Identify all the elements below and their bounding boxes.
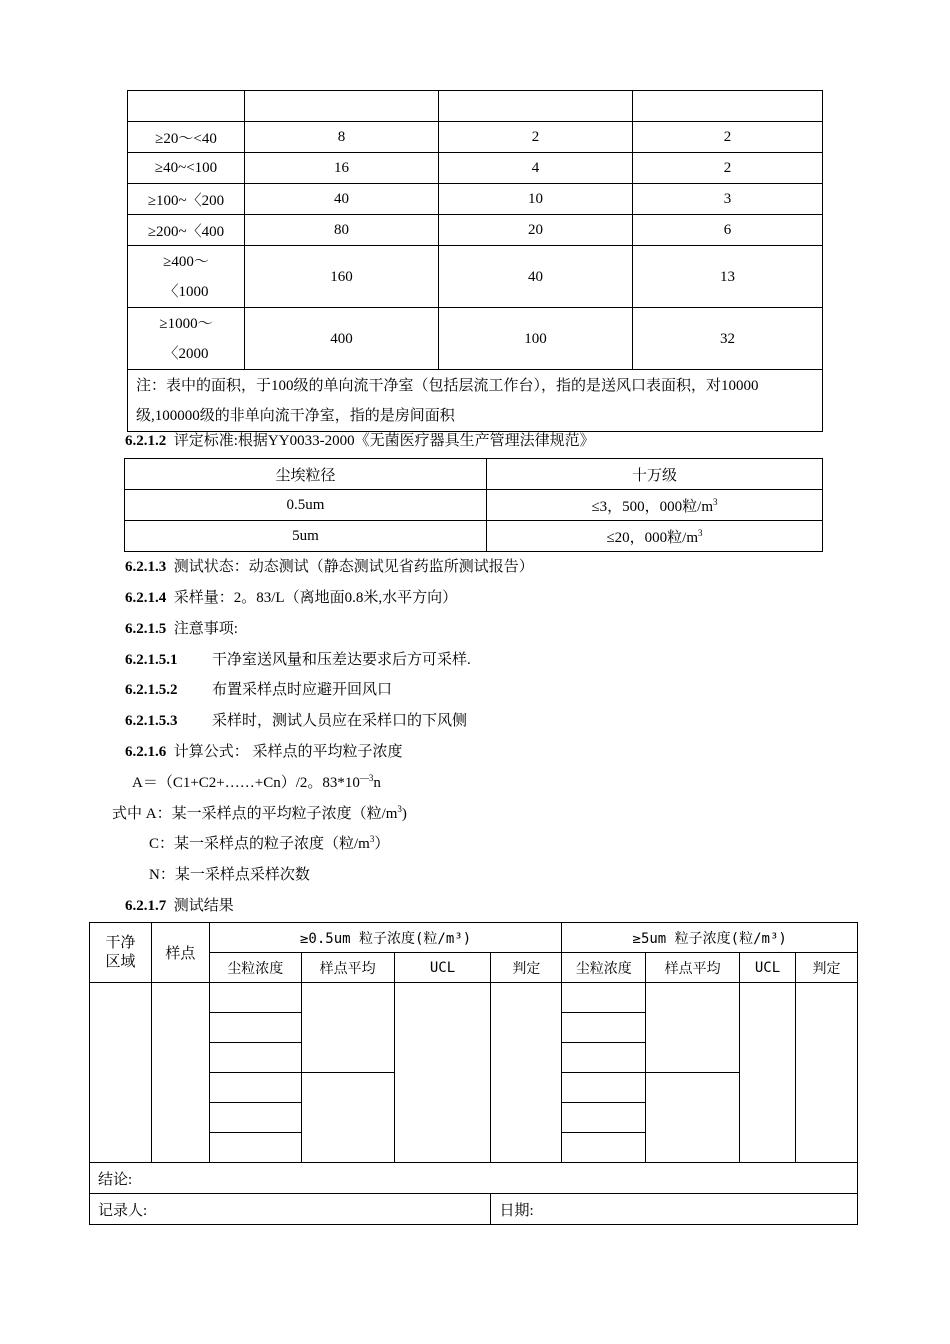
section-6-2-1-5-2: [125, 678, 392, 699]
dust-conc-cell[interactable]: [209, 1073, 301, 1103]
subheader: 判定: [491, 953, 562, 983]
section-number: 6.2.1.5.1: [125, 652, 178, 668]
dust-conc-cell[interactable]: [209, 983, 301, 1013]
table-cell: 6: [633, 215, 823, 246]
table-cell: 2: [633, 122, 823, 153]
definition-text: N：某一采样点采样次数: [149, 867, 310, 883]
subheader: UCL: [394, 953, 491, 983]
verdict-cell[interactable]: [796, 983, 858, 1163]
header-line: 区域: [105, 953, 136, 970]
table-cell: 16: [245, 153, 439, 184]
header-line: 干净: [105, 934, 136, 951]
section-number: 6.2.1.6: [125, 744, 167, 760]
section-text: 布置采样点时应避开回风口: [212, 682, 393, 698]
unit-exponent: 3: [397, 804, 402, 814]
table-row: [90, 983, 858, 1013]
table-cell: 40: [245, 184, 439, 215]
table-row: [128, 122, 823, 153]
table-cell: 80: [245, 215, 439, 246]
dust-conc-cell[interactable]: [562, 983, 646, 1013]
subheader: 尘粒浓度: [562, 953, 646, 983]
area-sampling-table: [127, 90, 823, 432]
table-header: 十万级: [487, 459, 823, 490]
table-row: [125, 521, 823, 552]
section-number: 6.2.1.5: [125, 621, 167, 637]
section-6-2-1-7: [125, 894, 234, 915]
definition-close: ): [401, 806, 407, 822]
table-row: [90, 1194, 858, 1225]
section-text: 注意事项:: [173, 621, 238, 637]
subheader: 样点平均: [301, 953, 394, 983]
section-number: 6.2.1.5.3: [125, 713, 178, 729]
definition-n: [149, 863, 310, 884]
cell-line: 〈2000: [163, 345, 209, 362]
table-cell: [128, 308, 245, 370]
table-cell: 160: [245, 246, 439, 308]
table-row: [128, 153, 823, 184]
dust-conc-cell[interactable]: [562, 1133, 646, 1163]
avg-cell[interactable]: [301, 983, 394, 1073]
unit-exponent: 3: [369, 834, 375, 844]
ucl-cell[interactable]: [740, 983, 796, 1163]
avg-cell[interactable]: [646, 1073, 740, 1163]
table-header: 尘埃粒径: [125, 459, 487, 490]
definition-c: [149, 832, 389, 853]
table-cell: 2: [633, 153, 823, 184]
table-cell: 32: [633, 308, 823, 370]
table-cell: [439, 91, 633, 122]
table-row: [128, 215, 823, 246]
table-cell: [128, 246, 245, 308]
section-6-2-1-5-1: [125, 648, 471, 669]
section-number: 6.2.1.2: [125, 433, 167, 449]
section-text: 计算公式： 采样点的平均粒子浓度: [173, 744, 403, 760]
cell-line: ≥400～: [163, 253, 209, 270]
subheader: UCL: [740, 953, 796, 983]
table-cell: [487, 521, 823, 552]
section-text: 评定标准:根据YY0033-2000《无菌医疗器具生产管理法律规范》: [173, 433, 595, 449]
header-area: [90, 923, 152, 983]
section-6-2-1-5: [125, 617, 238, 638]
table-row: [128, 246, 823, 308]
section-6-2-1-2: [125, 429, 595, 450]
verdict-cell[interactable]: [491, 983, 562, 1163]
section-number: 6.2.1.5.2: [125, 682, 178, 698]
header-group-5um: ≥5um 粒子浓度(粒/m³): [562, 923, 858, 953]
definition-text: C：某一采样点的粒子浓度（粒/m: [149, 836, 370, 852]
header-group-0-5um: ≥0.5um 粒子浓度(粒/m³): [209, 923, 561, 953]
limit-text: ≤3，500，000粒/m: [591, 498, 714, 515]
conclusion-field[interactable]: 结论:: [90, 1163, 858, 1194]
subheader: 判定: [796, 953, 858, 983]
definition-text: 式中 A：某一采样点的平均粒子浓度（粒/m: [112, 806, 398, 822]
table-row: [90, 923, 858, 953]
section-text: 测试状态：动态测试（静态测试见省药监所测试报告）: [173, 559, 534, 575]
section-6-2-1-4: [125, 586, 457, 607]
cell-line: ≥1000～: [159, 315, 213, 332]
table-row: [125, 459, 823, 490]
section-number: 6.2.1.3: [125, 559, 167, 575]
table-cell: [128, 91, 245, 122]
table-cell: 2: [439, 122, 633, 153]
standard-table: [124, 458, 823, 552]
table-cell: 3: [633, 184, 823, 215]
section-text: 干净室送风量和压差达要求后方可采样.: [212, 652, 471, 668]
section-number: 6.2.1.4: [125, 590, 167, 606]
section-text: 测试结果: [173, 898, 234, 914]
section-6-2-1-5-3: [125, 709, 467, 730]
section-number: 6.2.1.7: [125, 898, 167, 914]
formula-main: A＝（C1+C2+……+Cn）/2。83*10: [132, 775, 360, 791]
point-cell[interactable]: [151, 983, 209, 1163]
dust-conc-cell[interactable]: [209, 1133, 301, 1163]
table-cell: 8: [245, 122, 439, 153]
table-cell: 5um: [125, 521, 487, 552]
dust-conc-cell[interactable]: [209, 1043, 301, 1073]
subheader: 尘粒浓度: [209, 953, 301, 983]
definition-a: [112, 802, 407, 823]
table-cell: 40: [439, 246, 633, 308]
dust-conc-cell[interactable]: [562, 1073, 646, 1103]
header-point: 样点: [151, 923, 209, 983]
table-cell: 400: [245, 308, 439, 370]
cell-line: 〈1000: [163, 283, 209, 300]
unit-exponent: 3: [698, 527, 703, 538]
section-text: 采样时，测试人员应在采样口的下风侧: [212, 713, 468, 729]
unit-exponent: 3: [713, 496, 718, 507]
section-6-2-1-3: [125, 555, 534, 576]
ucl-cell[interactable]: [394, 983, 491, 1163]
formula-exponent: —3: [359, 773, 374, 783]
table-cell: [245, 91, 439, 122]
table-cell: 100: [439, 308, 633, 370]
dust-conc-cell[interactable]: [562, 1043, 646, 1073]
dust-conc-cell[interactable]: [562, 1103, 646, 1133]
limit-text: ≤20，000粒/m: [606, 529, 699, 546]
table-cell: ≥100~〈200: [128, 184, 245, 215]
dust-conc-cell[interactable]: [209, 1013, 301, 1043]
recorder-field[interactable]: 记录人:: [90, 1194, 491, 1225]
table-row: [125, 490, 823, 521]
table-row: [128, 184, 823, 215]
table-cell: 20: [439, 215, 633, 246]
avg-cell[interactable]: [646, 983, 740, 1073]
formula-tail: n: [373, 775, 381, 791]
dust-conc-cell[interactable]: [562, 1013, 646, 1043]
avg-cell[interactable]: [301, 1073, 394, 1163]
table-cell: 0.5um: [125, 490, 487, 521]
table-row: [128, 370, 823, 432]
table-row: [128, 308, 823, 370]
table-cell: ≥20～<40: [128, 122, 245, 153]
section-6-2-1-6: [125, 740, 403, 761]
table-row: [128, 91, 823, 122]
table-cell: 13: [633, 246, 823, 308]
date-field[interactable]: 日期:: [491, 1194, 858, 1225]
formula: [132, 771, 381, 792]
subheader: 样点平均: [646, 953, 740, 983]
table-row: [90, 1163, 858, 1194]
table-cell: ≥40~<100: [128, 153, 245, 184]
area-cell[interactable]: [90, 983, 152, 1163]
definition-close: ）: [374, 836, 390, 852]
table-cell: 4: [439, 153, 633, 184]
table-cell: [633, 91, 823, 122]
dust-conc-cell[interactable]: [209, 1103, 301, 1133]
table-cell: [487, 490, 823, 521]
section-text: 采样量：2。83/L（离地面0.8米,水平方向）: [173, 590, 458, 606]
test-results-table: [89, 922, 858, 1225]
table-cell: ≥200~〈400: [128, 215, 245, 246]
table-note: 注：表中的面积，于100级的单向流干净室（包括层流工作台），指的是送风口表面积，对10000级,100000级的非单向流干净室，指的是房间面积: [128, 370, 823, 432]
table-cell: 10: [439, 184, 633, 215]
